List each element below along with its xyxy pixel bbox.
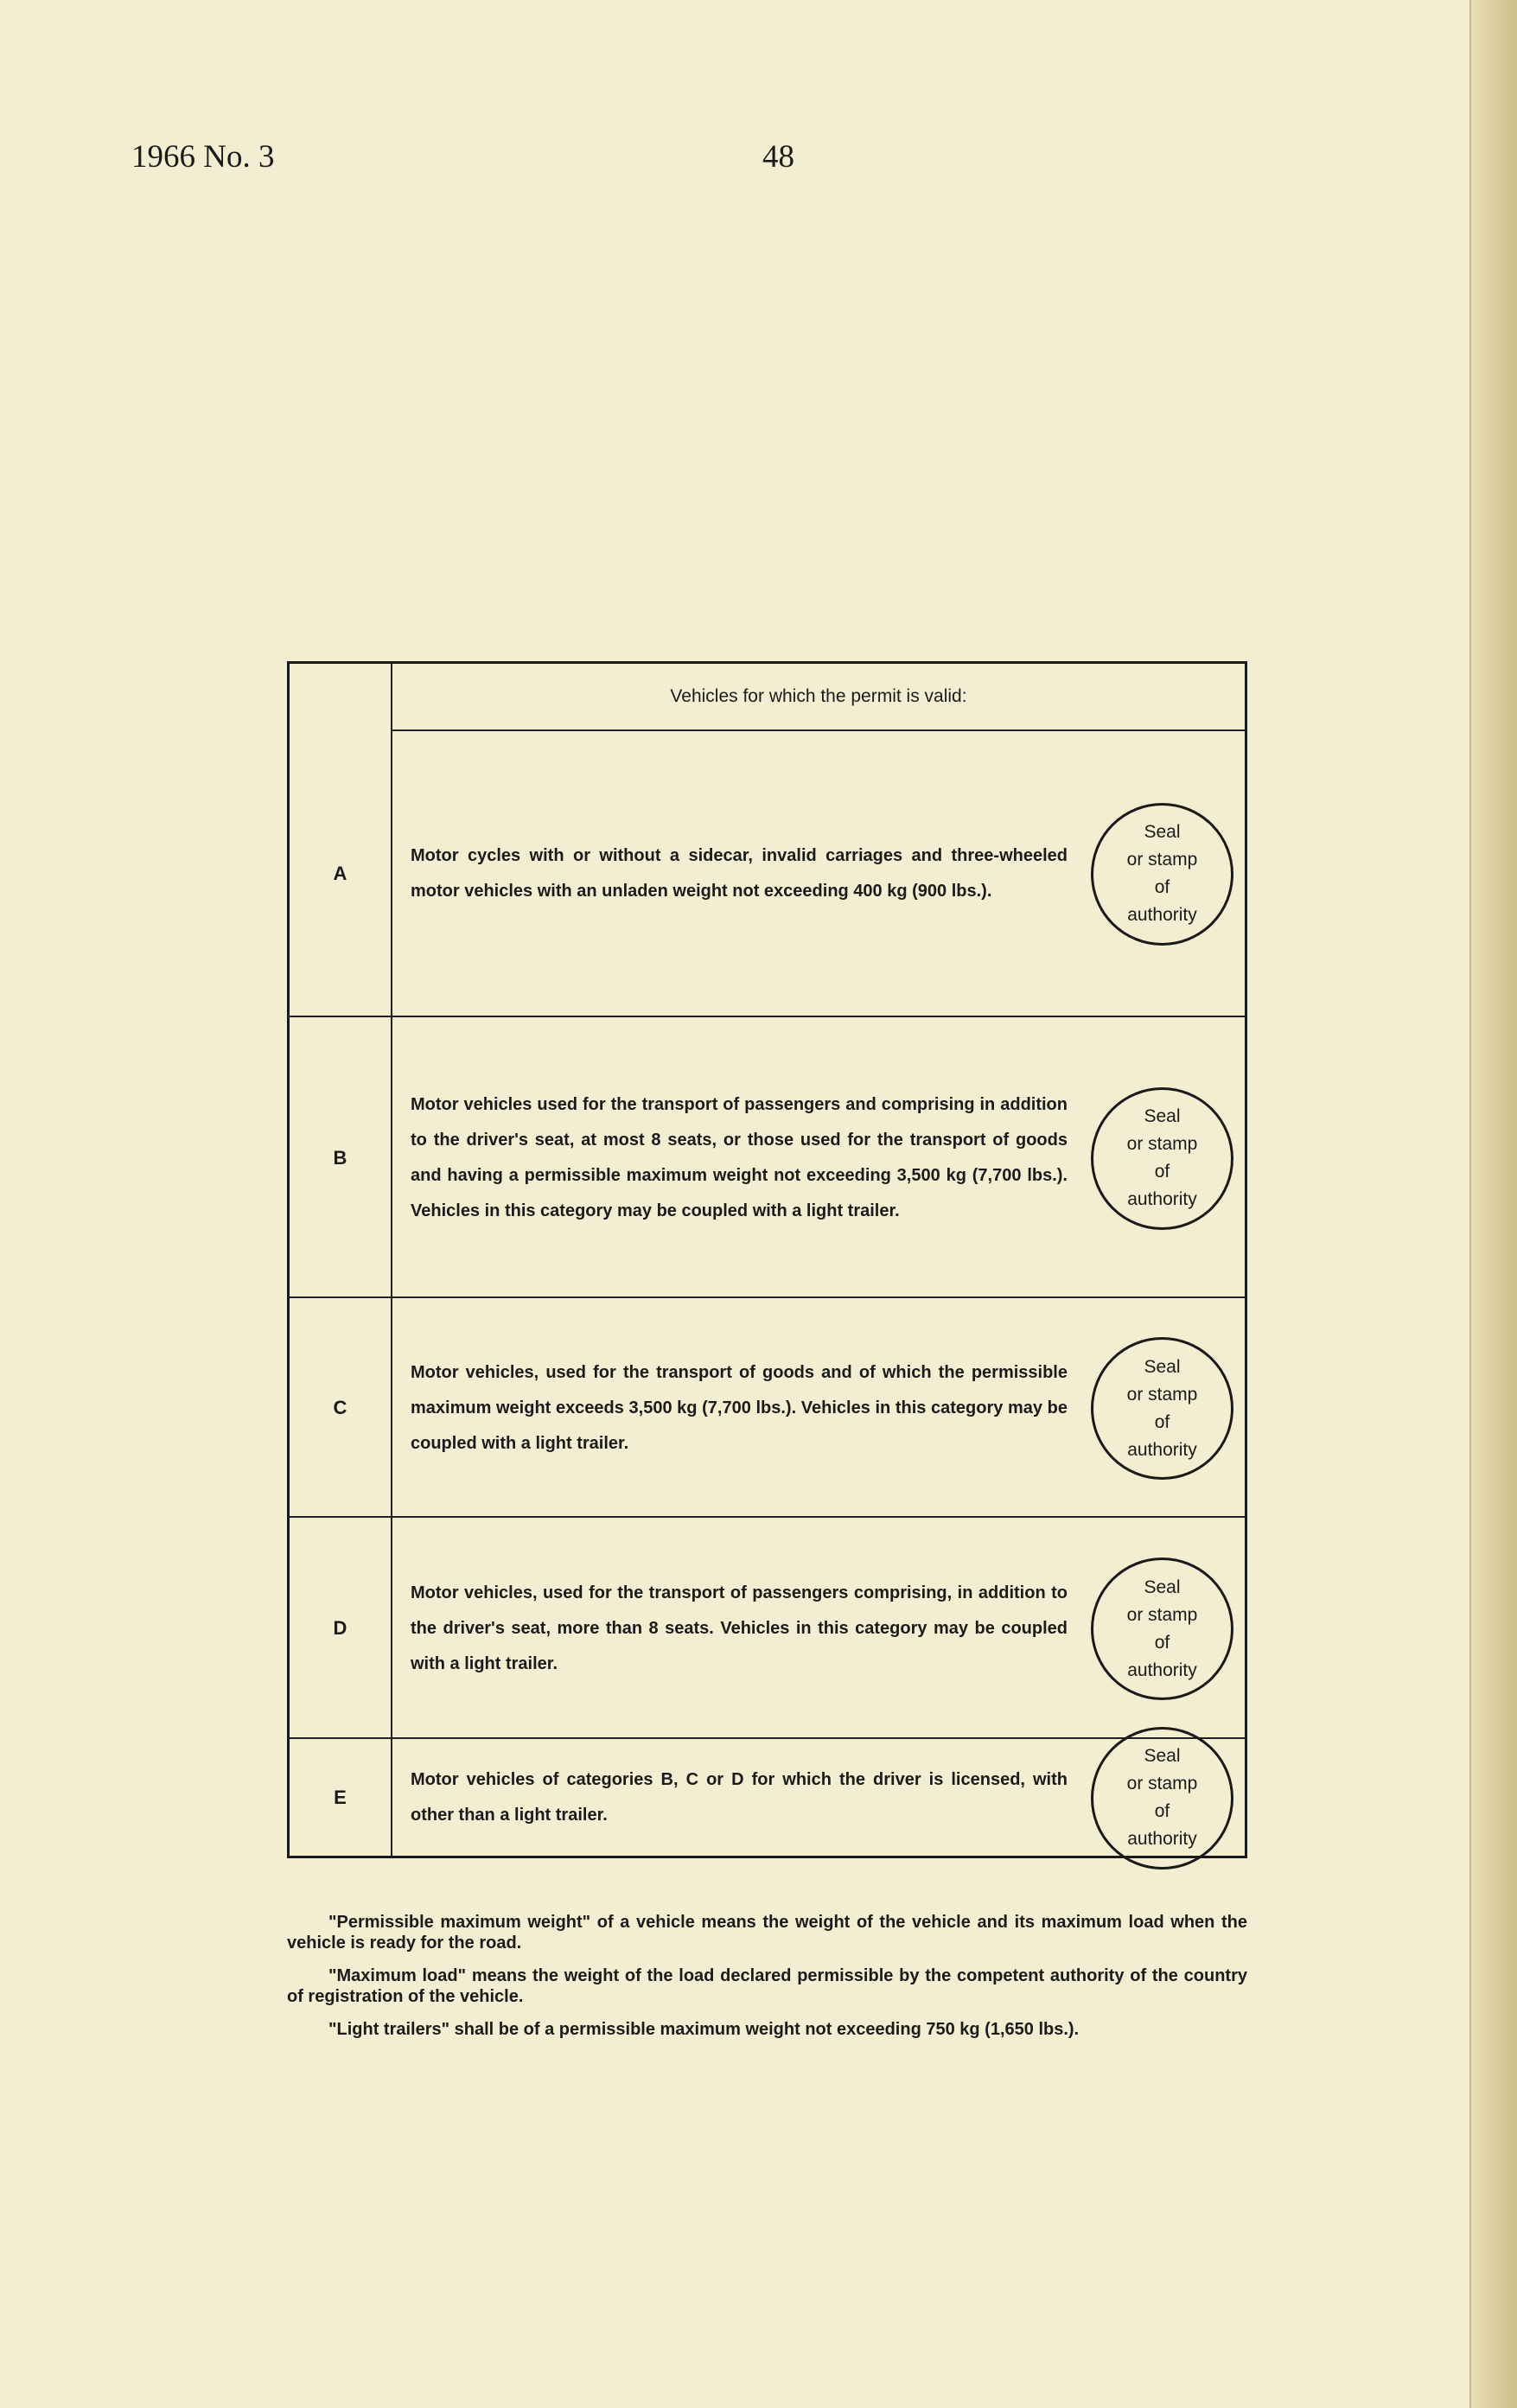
category-row-a [290,729,1245,1017]
footnote-permissible-weight: "Permissible maximum weight" of a vehicle means the weight of the vehicle and its maximum load when the vehicle is ready for the road. [287,1913,1247,1953]
seal-stamp-circle [1091,1087,1233,1230]
seal-text: Seal or stamp of authority [1126,1106,1198,1209]
category-row-e [290,1739,1245,1856]
category-letter: D [333,1617,347,1639]
footnote-light-trailers: "Light trailers" shall be of a permissible maximum weight not exceeding 750 kg (1,650 lbs.). [328,2020,1080,2039]
seal-text: Seal or stamp of authority [1126,1746,1198,1849]
category-description: Motor vehicles, used for the transport of passengers comprising, in addition to the driver's seat, more than 8 seats. Vehicles in this category may be coupled with a light trailer. [411,1583,1068,1673]
seal-text: Seal or stamp of authority [1126,822,1198,925]
footnote-maximum-load: "Maximum load" means the weight of the load declared permissible by the competent authority of the country of registration of the vehicle. [287,1966,1247,2006]
seal-text: Seal or stamp of authority [1126,1356,1198,1460]
category-row-c [290,1298,1245,1518]
page-header [131,138,823,182]
category-row-d [290,1518,1245,1739]
category-description: Motor vehicles used for the transport of passengers and comprising in addition to the driver's seat, at most 8 seats, or those used for the transport of goods and having a permissible maximum weight not exceeding 3,500 kg (7,700 lbs.). Vehicles in this category may be coupled with a light trailer. [411,1094,1068,1220]
seal-stamp-circle [1091,1337,1233,1480]
permit-categories-table [287,661,1247,1858]
category-row-b [290,1017,1245,1298]
category-letter: A [333,862,347,884]
definitions-footnotes [287,1912,1247,2052]
document-reference: 1966 No. 3 [131,139,275,175]
category-letter: B [333,1146,347,1169]
seal-stamp-circle [1091,803,1233,946]
page-edge [1469,0,1517,2408]
table-heading: Vehicles for which the permit is valid: [392,664,1245,731]
category-description: Motor vehicles of categories B, C or D for which the driver is licensed, with other than a light trailer. [411,1769,1068,1825]
seal-stamp-circle [1091,1727,1233,1870]
category-description: Motor vehicles, used for the transport of goods and of which the permissible maximum weight exceeds 3,500 kg (7,700 lbs.). Vehicles in this category may be coupled with a light trailer. [411,1362,1068,1453]
seal-text: Seal or stamp of authority [1126,1577,1198,1680]
seal-stamp-circle [1091,1558,1233,1700]
page-number: 48 [762,139,794,175]
category-description: Motor cycles with or without a sidecar, invalid carriages and three-wheeled motor vehicles with an unladen weight not exceeding 400 kg (900 lbs.). [411,845,1068,901]
category-letter: C [333,1397,347,1418]
category-letter: E [334,1786,347,1808]
